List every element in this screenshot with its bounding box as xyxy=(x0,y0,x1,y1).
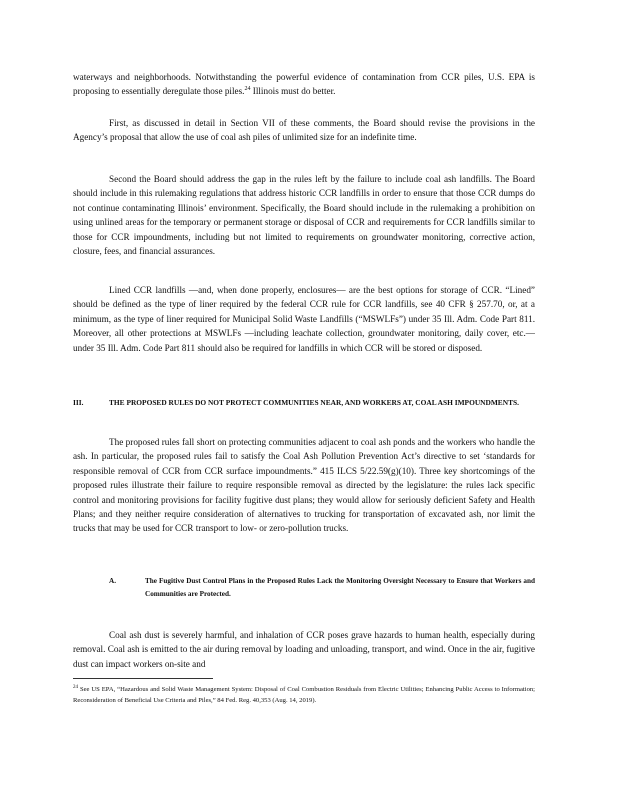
paragraph-lined-landfills: Lined CCR landfills —and, when done properly, enclosures— are the best options for storage of CCR. “Lined” should be defined as the type of liner required by the federal CCR rule for CCR landfills, see 40 CFR § 257.70, or, at a minimum, as the type of liner required for Municipal Solid Waste Landfills (“MSWLFs”) under 35 Ill. Adm. Code Part 811. Moreover, all other protections at MSWLFs —including leachate collection, groundwater monitoring, daily cover, etc.—under 35 Ill. Adm. Code Part 811 should also be required for landfills in which CCR will be stored or disposed. xyxy=(73,285,535,353)
paragraph-second: Second the Board should address the gap in the rules left by the failure to include coal ash landfills. The Board should include in this rulemaking regulations that address historic CCR landfills in order to ensure that those CCR dumps do not continue contaminating Illinois’ environment. Specifically, the Board should include in the rulemaking a prohibition on using unlined areas for the temporary or permanent storage or disposal of CCR and requirements for CCR landfills similar to those for CCR impoundments, including but not limited to requirements on groundwater monitoring, corrective action, closure, fees, and financial assurances. xyxy=(73,174,535,257)
footnote xyxy=(73,684,535,707)
footnote-separator xyxy=(73,678,213,679)
section-heading xyxy=(73,396,535,409)
footnote-mark: 24 xyxy=(73,684,78,690)
subsection-title: The Fugitive Dust Control Plans in the Proposed Rules Lack the Monitoring Oversight Necessary to Ensure that Workers and Communities are Protected. xyxy=(145,577,535,598)
paragraph-section-intro: The proposed rules fall short on protecting communities adjacent to coal ash ponds and the workers who handle the ash. In particular, the proposed rules fail to satisfy the Coal Ash Pollution Prevention Act’s directive to set ‘standards for responsible removal of CCR from CCR surface impoundments.” 415 ILCS 5/22.59(g)(10). Three key shortcomings of the proposed rules illustrate their failure to require responsible removal as directed by the legislature: the rules lack specific control and monitoring provisions for facility fugitive dust plans; they would allow for seriously deficient Safety and Health Plans; and they neither require consideration of alternatives to trucking for transportation of excavated ash, nor limit the trucks that may be used for CCR transport to low- or zero-pollution trucks. xyxy=(73,437,535,534)
paragraph-text: waterways and neighborhoods. Notwithstanding the powerful evidence of contamination from CCR piles, U.S. EPA is proposing to essentially deregulate those piles. xyxy=(73,72,535,97)
paragraph-first: First, as discussed in detail in Section VII of these comments, the Board should revise the provisions in the Agency’s proposal that allow the use of coal ash piles of unlimited size for an indefinite time. xyxy=(73,118,535,143)
paragraph-text-tail: Illinois must do better. xyxy=(252,86,336,97)
section-title: THE PROPOSED RULES DO NOT PROTECT COMMUNITIES NEAR, AND WORKERS AT, COAL ASH IMPOUNDMENTS. xyxy=(109,398,519,407)
footnote-text: See US EPA, “Hazardous and Solid Waste Management System: Disposal of Coal Combustion Residuals from Electric Utilities; Enhancing Public Access to Information; Reconsideration of Beneficial Use Criteria and Piles,” 84 Fed. Reg. 40,353 (Aug. 14, 2019). xyxy=(73,686,535,705)
section-number: III. xyxy=(73,398,84,407)
paragraph-coal-ash-dust: Coal ash dust is severely harmful, and inhalation of CCR poses grave hazards to human health, especially during removal. Coal ash is emitted to the air during removal by loading and unloading, transport, and wind. Once in the air, fugitive dust can impact workers on-site and xyxy=(73,630,535,669)
subsection-number: A. xyxy=(109,577,116,585)
paragraph-continuation xyxy=(73,70,535,99)
footnote-reference[interactable]: 24 xyxy=(244,86,251,93)
subsection-heading xyxy=(109,575,535,601)
